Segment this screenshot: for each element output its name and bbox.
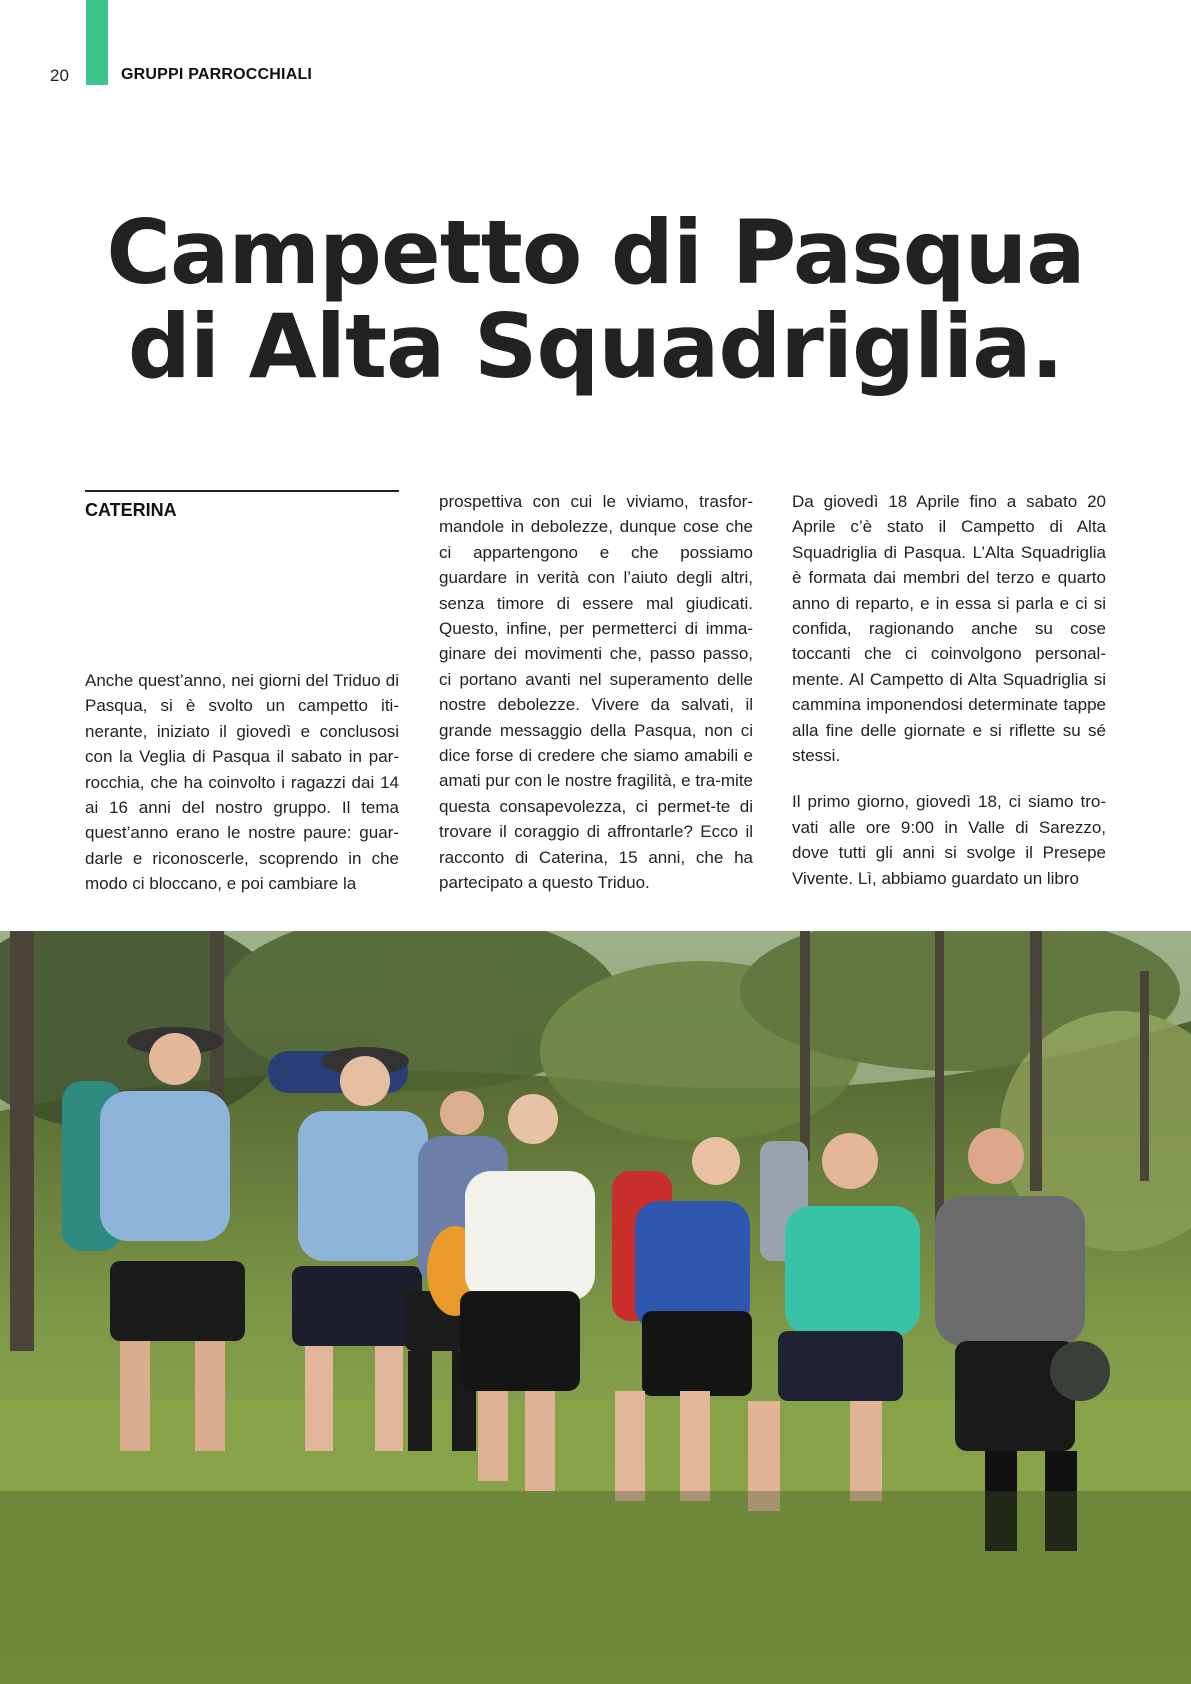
- page-number: 20: [50, 66, 69, 85]
- column-3-paragraph-2: Il primo giorno, giovedì 18, ci siamo tro-vati alle ore 9:00 in Valle di Sarezzo, dove tutti gli anni si svolge il Presepe Vivente. Lì, abbiamo guardato un libro: [792, 792, 1106, 888]
- column-2-paragraph: prospettiva con cui le viviamo, trasfor-mandole in debolezze, dunque cose che ci appartengono e che possiamo guardare in verità con l’aiuto degli altri, senza timore di essere mal giudicati. Questo, infine, per permetterci di imma-ginare dei movimenti che, passo passo, ci portano avanti nel superamento delle nostre debolezze. Vivere da salvati, il grande messaggio della Pasqua, non ci dice forse di credere che siamo amabili e amati pur con le nostre fragilità, e tra-mite questa consapevolezza, ci permet-te di trovare il coraggio di affrontarle? Ecco il racconto di Caterina, 15 anni, che ha partecipato a questo Triduo.: [439, 492, 753, 893]
- author-name: CATERINA: [85, 500, 177, 520]
- group-photo-illustration: [0, 931, 1191, 1684]
- title-line-2: di Alta Squadriglia.: [127, 295, 1064, 398]
- text-column-3: [792, 489, 1106, 891]
- section-label: GRUPPI PARROCCHIALI: [121, 66, 313, 83]
- text-column-1: [85, 668, 399, 897]
- ground-shadow: [0, 1491, 1191, 1684]
- author-rule: [85, 490, 399, 492]
- title-line-1: Campetto di Pasqua: [106, 201, 1085, 304]
- article-title: [0, 201, 1191, 398]
- text-column-2: [439, 489, 753, 896]
- column-1-paragraph: Anche quest’anno, nei giorni del Triduo di Pasqua, si è svolto un campetto iti-nerante, iniziato il giovedì e conclusosi con la Veglia di Pasqua il sabato in par-rocchia, che ha coinvolto i ragazzi dai 14 ai 16 anni del nostro gruppo. Il tema quest’anno erano le nostre paure: guar-darle e riconoscerle, scoprendo in che modo ci bloccano, e poi cambiare la: [85, 671, 399, 894]
- column-3-paragraph-1: Da giovedì 18 Aprile fino a sabato 20 Aprile c’è stato il Campetto di Alta Squadriglia di Pasqua. L’Alta Squadriglia è formata dai membri del terzo e quarto anno di reparto, e in essa si parla e ci si confida, ragionando anche su cose toccanti che ci coinvolgono personal-mente. Al Campetto di Alta Squadriglia si cammina imponendosi determinate tappe alla fine delle giornate e si riflette su sé stessi.: [792, 492, 1106, 766]
- group-photo: [0, 931, 1191, 1684]
- accent-bar: [86, 0, 108, 85]
